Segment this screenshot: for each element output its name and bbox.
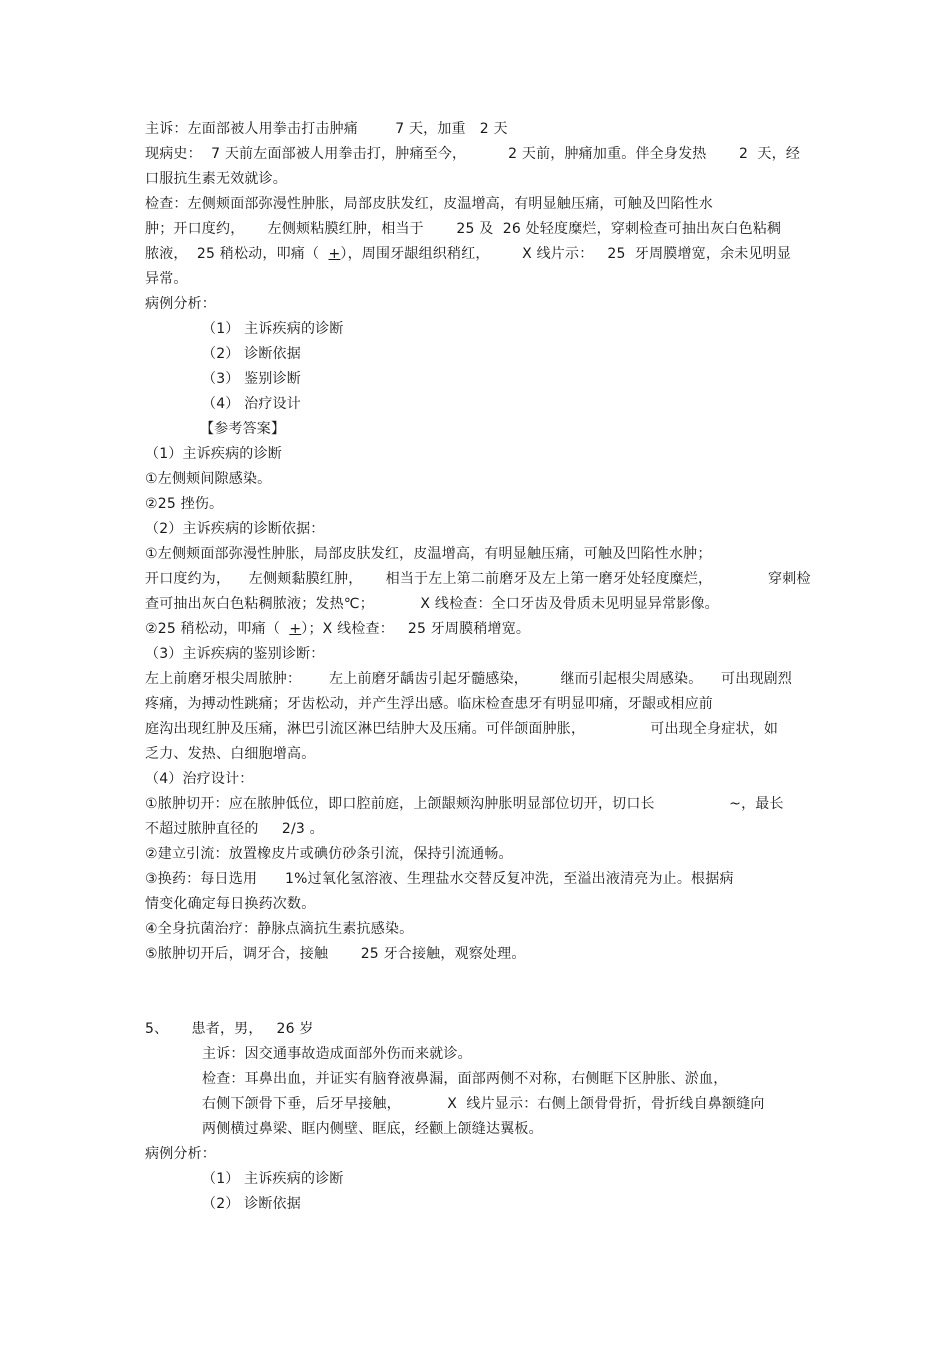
case5-question-2: （2） 诊断依据 — [202, 1196, 301, 1212]
case4-exam-line-4: 异常。 — [145, 271, 188, 287]
answer-3-line-a: 左上前磨牙根尖周脓肿： 左上前磨牙龋齿引起牙髓感染， 继而引起根尖周感染。 可出现剧烈 — [145, 671, 793, 687]
case4-exam-plus-sign: + — [328, 246, 341, 262]
case4-history-line-1: 现病史： 7 天前左面部被人用拳击打，肿痛至今， 2 天前，肿痛加重。伴全身发热 2 天，经 — [145, 146, 801, 162]
case4-question-4: （4） 治疗设计 — [202, 396, 301, 412]
answer-4-line-d: ③换药：每日选用 1%过氧化氢溶液、生理盐水交替反复冲洗，至溢出液清亮为止。根据病 — [145, 871, 734, 887]
case5-complaint: 主诉：因交通事故造成面部外伤而来就诊。 — [202, 1046, 472, 1062]
answer-3-line-b: 疼痛，为搏动性跳痛；牙齿松动，并产生浮出感。临床检查患牙有明显叩痛，牙龈或相应前 — [145, 696, 713, 712]
case4-exam-line-1: 检查：左侧颊面部弥漫性肿胀，局部皮肤发红，皮温增高，有明显触压痛，可触及凹陷性水 — [145, 196, 713, 212]
case5-question-1: （1） 主诉疾病的诊断 — [202, 1171, 344, 1187]
case5-exam-line-1: 检查：耳鼻出血，并证实有脑脊液鼻漏，面部两侧不对称，右侧眶下区肿胀、淤血， — [202, 1071, 728, 1087]
case5-header: 5、 患者，男， 26 岁 — [145, 1021, 314, 1037]
answer-4-line-g: ⑤脓肿切开后，调牙合，接触 25 牙合接触，观察处理。 — [145, 946, 526, 962]
answer-2-plus-sign: + — [289, 621, 302, 637]
case5-analysis-label: 病例分析： — [145, 1146, 216, 1162]
case4-question-2: （2） 诊断依据 — [202, 346, 301, 362]
answer-4-line-c: ②建立引流：放置橡皮片或碘仿砂条引流，保持引流通畅。 — [145, 846, 513, 862]
case4-exam-line-3-part-a: 脓液， 25 稍松动，叩痛（ — [145, 246, 329, 262]
answer-3-line-d: 乏力、发热、白细胞增高。 — [145, 746, 316, 762]
answer-4-line-a: ①脓肿切开：应在脓肿低位，即口腔前庭，上颌龈颊沟肿胀明显部位切开，切口长 ~，最长 — [145, 796, 784, 812]
answer-1-item-b: ②25 挫伤。 — [145, 496, 224, 512]
case4-complaint: 主诉：左面部被人用拳击打击肿痛 7 天，加重 2 天 — [145, 121, 508, 137]
case5-exam-line-3: 两侧横过鼻梁、眶内侧壁、眶底，经颧上颌缝达翼板。 — [202, 1121, 543, 1137]
answer-4-line-e: 情变化确定每日换药次数。 — [145, 896, 316, 912]
answer-2-line-d — [145, 620, 530, 638]
answer-3-line-c: 庭沟出现红肿及压痛，淋巴引流区淋巴结肿大及压痛。可伴颌面肿胀， 可出现全身症状，如 — [145, 721, 779, 737]
answer-2-line-d-part-b: ）；X 线检查： 25 牙周膜稍增宽。 — [301, 621, 531, 637]
case4-exam-line-2: 肿；开口度约， 左侧颊粘膜红肿，相当于 25 及 26 处轻度糜烂，穿刺检查可抽出灰白色粘稠 — [145, 221, 782, 237]
case4-analysis-label: 病例分析： — [145, 296, 216, 312]
answer-4-title: （4）治疗设计： — [145, 771, 254, 787]
answer-2-line-b: 开口度约为， 左侧颊黏膜红肿， 相当于左上第二前磨牙及左上第一磨牙处轻度糜烂， 穿刺检 — [145, 571, 811, 587]
case4-question-3: （3） 鉴别诊断 — [202, 371, 301, 387]
answer-4-line-b: 不超过脓肿直径的 2/3 。 — [145, 821, 324, 837]
answer-1-item-a: ①左侧颊间隙感染。 — [145, 471, 272, 487]
case5-exam-line-2: 右侧下颌骨下垂，后牙早接触， X 线片显示：右侧上颌骨骨折，骨折线自鼻额缝向 — [202, 1096, 765, 1112]
answer-1-title: （1）主诉疾病的诊断 — [145, 446, 282, 462]
case4-question-1: （1） 主诉疾病的诊断 — [202, 321, 344, 337]
case4-exam-line-3-part-b: ），周围牙龈组织稍红， X 线片示： 25 牙周膜增宽，余未见明显 — [340, 246, 792, 262]
case4-history-line-2: 口服抗生素无效就诊。 — [145, 171, 287, 187]
case4-exam-line-3 — [145, 245, 791, 263]
answer-2-line-c: 查可抽出灰白色粘稠脓液；发热℃； X 线检查：全口牙齿及骨质未见明显异常影像。 — [145, 596, 719, 612]
answer-3-title: （3）主诉疾病的鉴别诊断： — [145, 646, 325, 662]
answer-2-line-a: ①左侧颊面部弥漫性肿胀，局部皮肤发红，皮温增高，有明显触压痛，可触及凹陷性水肿； — [145, 546, 712, 562]
answer-2-title: （2）主诉疾病的诊断依据： — [145, 521, 325, 537]
answer-2-line-d-part-a: ②25 稍松动，叩痛（ — [145, 621, 290, 637]
answer-4-line-f: ④全身抗菌治疗：静脉点滴抗生素抗感染。 — [145, 921, 414, 937]
case4-reference-label: 【参考答案】 — [200, 421, 286, 437]
